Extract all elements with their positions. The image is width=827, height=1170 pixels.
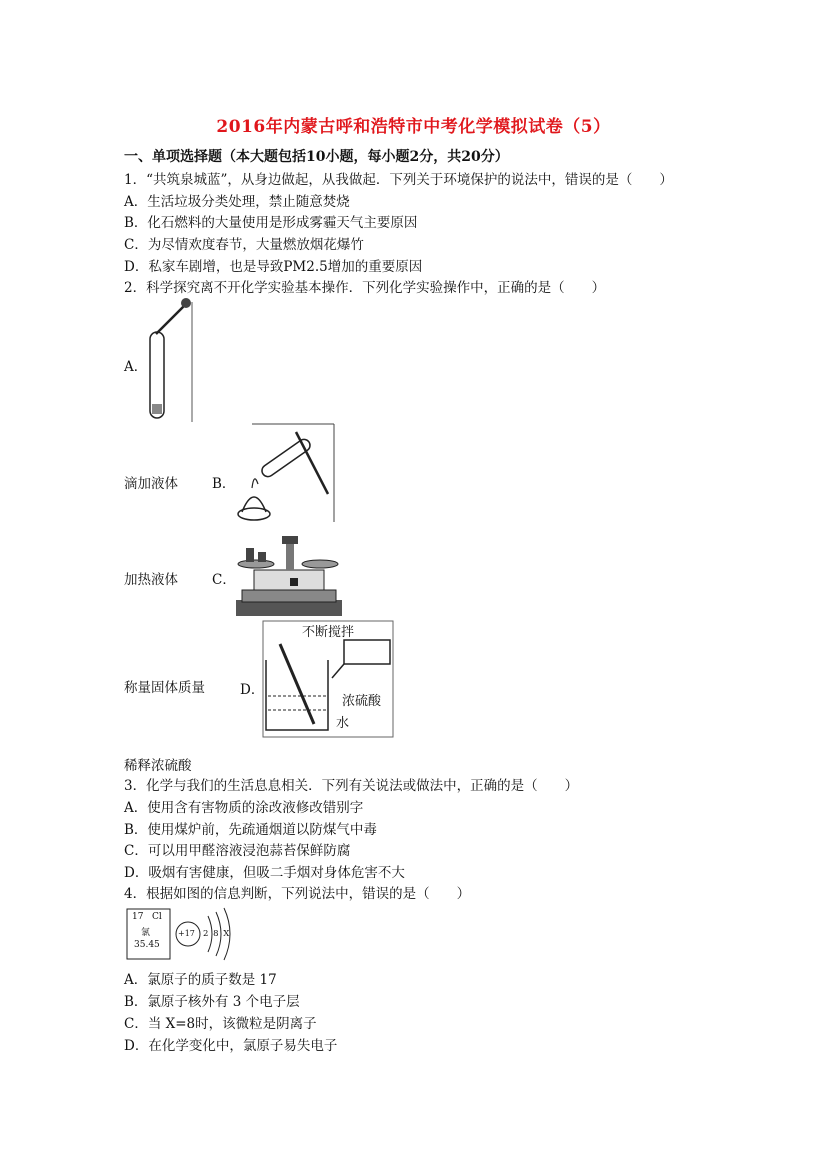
q3-stem: 3．化学与我们的生活息息相关．下列有关说法或做法中，正确的是（ ） — [124, 778, 579, 794]
q4-option-a: A．氯原子的质子数是 17 — [124, 972, 277, 988]
section-heading: 一、单项选择题（本大题包括10小题，每小题2分，共20分） — [124, 149, 509, 165]
q4-option-d: D．在化学变化中，氯原子易失电子 — [124, 1038, 338, 1054]
balance-scale-figure — [234, 534, 344, 618]
q2-option-c-caption: 称量固体质量 — [124, 680, 205, 696]
q2-stem: 2．科学探究离不开化学实验基本操作．下列化学实验操作中，正确的是（ ） — [124, 280, 606, 296]
q2-option-b-caption: 加热液体 — [124, 572, 178, 588]
q1-stem: 1．“共筑泉城蓝”，从身边做起，从我做起．下列关于环境保护的说法中，错误的是（ ） — [124, 172, 673, 188]
dropper-test-tube-figure — [140, 294, 200, 424]
water-label: 水 — [336, 716, 350, 731]
q3-option-b: B．使用煤炉前，先疏通烟道以防煤气中毒 — [124, 822, 377, 838]
nucleus-charge: +17 — [178, 929, 195, 938]
element-number: 17 — [132, 912, 144, 922]
page-title: 2016年内蒙古呼和浩特市中考化学模拟试卷（5） — [216, 117, 611, 137]
q1-option-b: B．化石燃料的大量使用是形成雾霾天气主要原因 — [124, 215, 418, 231]
q3-option-c: C．可以用甲醛溶液浸泡蒜苔保鲜防腐 — [124, 843, 351, 859]
element-mass: 35.45 — [134, 940, 160, 950]
q2-option-d-caption: 稀释浓硫酸 — [124, 758, 192, 774]
acid-label: 浓硫酸 — [342, 694, 382, 709]
stir-label: 不断搅拌 — [302, 625, 355, 640]
element-symbol: Cl — [152, 912, 162, 922]
q4-stem: 4．根据如图的信息判断，下列说法中，错误的是（ ） — [124, 886, 471, 902]
q2-option-c-label: C． — [212, 572, 236, 588]
q3-option-a: A．使用含有害物质的涂改液修改错别字 — [124, 800, 364, 816]
electron-shells: 2 8 X — [203, 929, 231, 939]
q1-option-c: C．为尽情欢度春节，大量燃放烟花爆竹 — [124, 237, 364, 253]
q4-option-b: B．氯原子核外有 3 个电子层 — [124, 994, 300, 1010]
q1-option-d: D．私家车剧增，也是导致PM2.5增加的重要原因 — [124, 259, 423, 275]
q1-option-a: A．生活垃圾分类处理，禁止随意焚烧 — [124, 194, 350, 210]
q2-option-a-caption: 滴加液体 — [124, 476, 178, 492]
q2-option-b-label: B． — [212, 476, 236, 492]
q2-option-d-label: D． — [240, 682, 265, 698]
q2-option-a-label: A． — [124, 359, 148, 375]
q4-option-c: C．当 X=8时，该微粒是阴离子 — [124, 1016, 317, 1032]
q3-option-d: D．吸烟有害健康，但吸二手烟对身体危害不大 — [124, 865, 405, 881]
element-name: 氯 — [141, 928, 151, 938]
heating-liquid-figure — [232, 422, 340, 526]
